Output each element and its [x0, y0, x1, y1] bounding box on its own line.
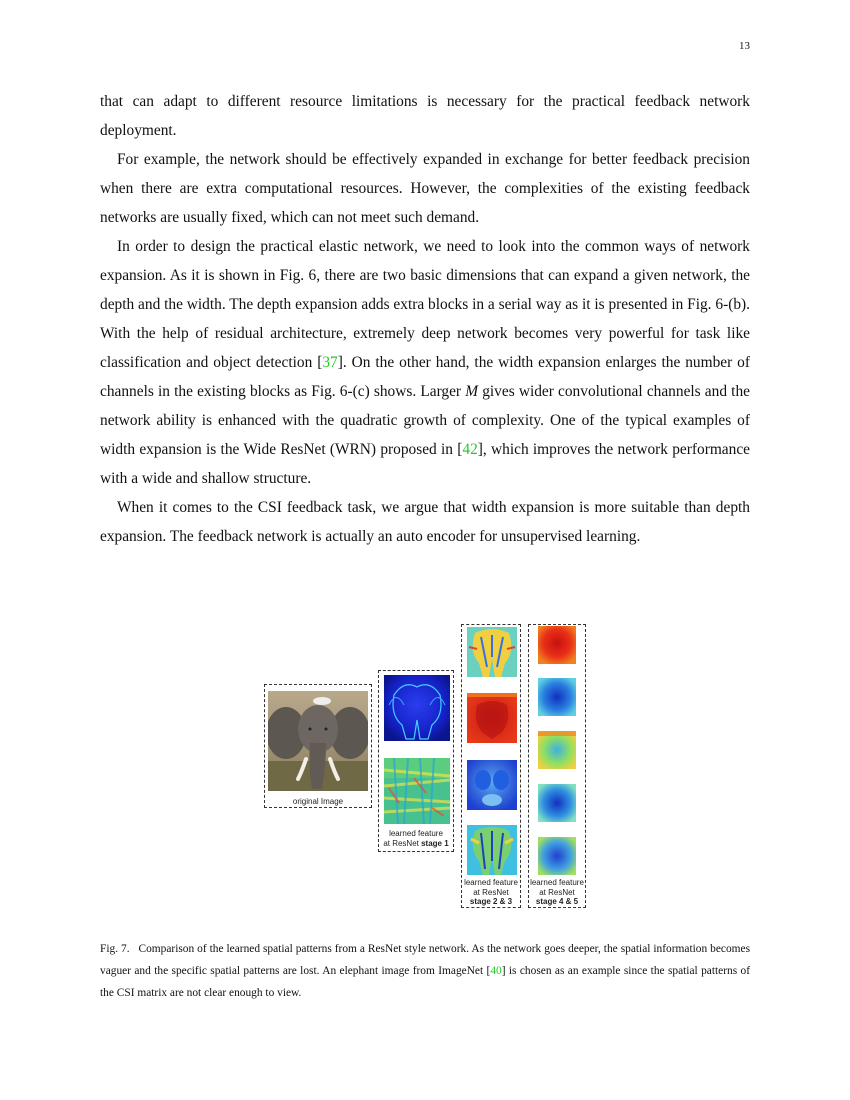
elephant-image [268, 691, 368, 791]
stage-4-5-feature-map-4 [538, 784, 576, 822]
stage-4-5-feature-map-1 [538, 626, 576, 664]
caption-text-a: Comparison of the learned spatial patterns from a ResNet style network. As the network goes deeper, the spatial information becomes vaguer and the specific spatial patterns are lost. An elephant image from ImageNet [ [100, 943, 751, 977]
paragraph-4: When it comes to the CSI feedback task, we argue that width expansion is more suitable than depth expansion. The feedback network is actually an auto encoder for unsupervised learning. [100, 499, 750, 545]
stage-1-feature-map-1 [384, 675, 450, 741]
citation-37[interactable]: 37 [322, 354, 338, 371]
paragraph-3-part-b: ]. On the other hand, the width expansion enlarges the number of channels in the existing blocks as Fig. 6-(c) shows. Larger [100, 354, 750, 400]
stage-1-feature-map-2 [384, 758, 450, 824]
stage-1-label: learned feature at ResNet stage 1 [383, 829, 449, 848]
math-M: M [465, 383, 479, 400]
stage-2-3-feature-map-2 [467, 693, 517, 743]
citation-40[interactable]: 40 [490, 965, 502, 977]
paragraph-3-part-d: ], which improves the network performance with a wide and shallow structure. [100, 441, 750, 487]
page-number: 13 [739, 40, 750, 52]
stage-4-5-feature-map-2 [538, 678, 576, 716]
body-text [100, 87, 750, 551]
stage-2-3-feature-map-3 [467, 760, 517, 810]
paragraph-3-part-c: gives wider convolutional channels and the network ability is enhanced with the quadratic growth of complexity. One of the typical examples of width expansion is the Wide ResNet (WRN) proposed in [ [100, 383, 750, 458]
paragraph-2: For example, the network should be effectively expanded in exchange for better feedback precision when there are extra computational resources. However, the complexities of the existing feedback networks are usually fixed, which can not meet such demand. [100, 151, 750, 226]
figure-caption [100, 938, 750, 1004]
stage-2-3-label: learned feature at ResNet stage 2 & 3 [464, 878, 518, 906]
citation-42[interactable]: 42 [462, 441, 478, 458]
stage-4-5-feature-map-3 [538, 731, 576, 769]
caption-text-b: ] is chosen as an example since the spatial patterns of the CSI matrix are not clear enough to view. [100, 965, 751, 999]
stage-4-5-label: learned feature at ResNet stage 4 & 5 [530, 878, 584, 906]
paragraph-1: that can adapt to different resource limitations is necessary for the practical feedback network deployment. [100, 93, 750, 139]
caption-prefix: Fig. 7. [100, 943, 130, 955]
stage-2-3-feature-map-1 [467, 627, 517, 677]
stage-4-5-feature-map-5 [538, 837, 576, 875]
stage-2-3-feature-map-4 [467, 825, 517, 875]
original-image-label: original Image [292, 797, 344, 806]
paragraph-3-part-a: In order to design the practical elastic network, we need to look into the common ways of network expansion. As it is shown in Fig. 6, there are two basic dimensions that can expand a given network, the depth and the width. The depth expansion adds extra blocks in a serial way as it is presented in Fig. 6-(b). With the help of residual architecture, extremely deep network becomes very powerful for task like classification and object detection [ [100, 238, 750, 371]
paragraph-3 [100, 232, 750, 493]
